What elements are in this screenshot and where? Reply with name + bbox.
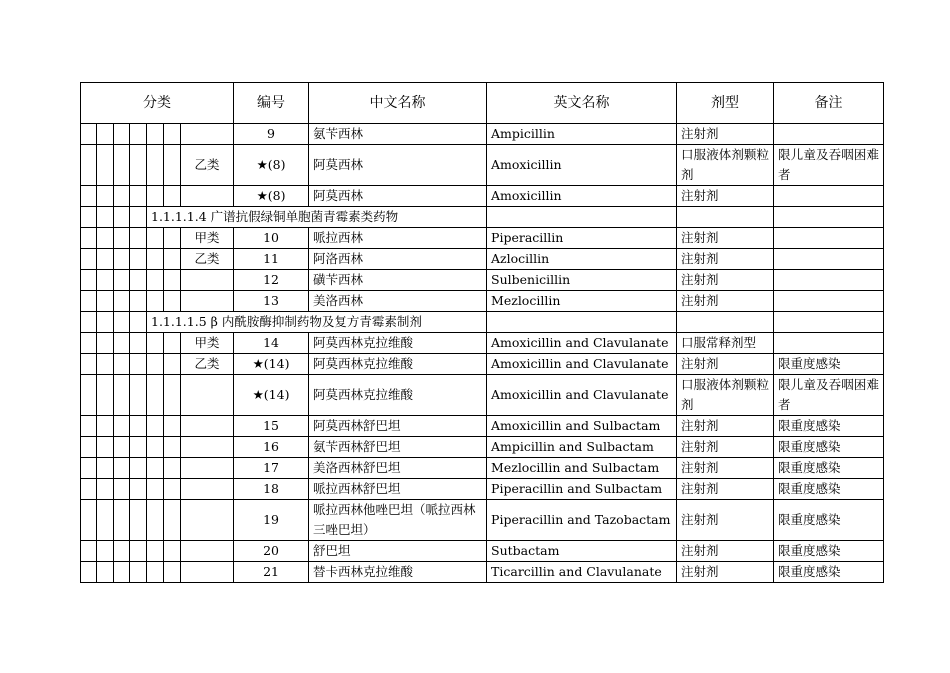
number-cell: ★(14) [234,375,309,416]
chinese-name-cell: 氨苄西林舒巴坦 [309,437,487,458]
remarks-cell: 限重度感染 [774,458,884,479]
chinese-name-cell: 阿莫西林 [309,186,487,207]
table-row [81,228,884,249]
english-name-cell: Ampicillin and Sulbactam [487,437,677,458]
number-cell: 14 [234,333,309,354]
table-row [81,375,884,416]
remarks-cell: 限重度感染 [774,479,884,500]
class-cell: 甲类 [181,333,234,354]
english-name-cell: Amoxicillin and Clavulanate [487,333,677,354]
english-name-cell: Ticarcillin and Clavulanate [487,562,677,583]
section-heading: 1.1.1.1.4 广谱抗假绿铜单胞菌青霉素类药物 [147,207,487,228]
number-cell: ★(8) [234,145,309,186]
chinese-name-cell: 阿莫西林 [309,145,487,186]
english-name-cell: Mezlocillin [487,291,677,312]
table-row [81,541,884,562]
table-row [81,186,884,207]
class-cell [181,500,234,541]
chinese-name-cell: 阿洛西林 [309,249,487,270]
table-row [81,291,884,312]
dosage-form-cell: 注射剂 [677,228,774,249]
chinese-name-cell: 美洛西林舒巴坦 [309,458,487,479]
remarks-cell [774,291,884,312]
section-heading: 1.1.1.1.5 β 内酰胺酶抑制药物及复方青霉素制剂 [147,312,487,333]
remarks-cell: 限儿童及吞咽困难者 [774,145,884,186]
class-cell: 甲类 [181,228,234,249]
number-cell: 20 [234,541,309,562]
chinese-name-cell: 阿莫西林舒巴坦 [309,416,487,437]
chinese-name-cell: 替卡西林克拉维酸 [309,562,487,583]
class-cell [181,291,234,312]
remarks-cell [774,249,884,270]
english-name-cell: Sutbactam [487,541,677,562]
dosage-form-cell: 注射剂 [677,541,774,562]
number-cell: 19 [234,500,309,541]
chinese-name-cell: 哌拉西林他唑巴坦（哌拉西林三唑巴坦） [309,500,487,541]
number-cell: ★(14) [234,354,309,375]
english-name-cell: Piperacillin and Sulbactam [487,479,677,500]
header-remarks: 备注 [774,83,884,124]
dosage-form-cell: 注射剂 [677,291,774,312]
number-cell: 9 [234,124,309,145]
number-cell: 21 [234,562,309,583]
remarks-cell [774,228,884,249]
remarks-cell: 限重度感染 [774,437,884,458]
number-cell: 13 [234,291,309,312]
class-cell [181,416,234,437]
table-row [81,124,884,145]
remarks-cell [774,270,884,291]
english-name-cell: Amoxicillin [487,145,677,186]
section-row [81,207,884,228]
chinese-name-cell: 美洛西林 [309,291,487,312]
class-cell [181,124,234,145]
table-row [81,562,884,583]
number-cell: 17 [234,458,309,479]
class-cell [181,270,234,291]
chinese-name-cell: 阿莫西林克拉维酸 [309,333,487,354]
header-dosage-form: 剂型 [677,83,774,124]
remarks-cell: 限重度感染 [774,500,884,541]
section-row [81,312,884,333]
dosage-form-cell: 注射剂 [677,562,774,583]
english-name-cell: Sulbenicillin [487,270,677,291]
chinese-name-cell: 阿莫西林克拉维酸 [309,375,487,416]
dosage-form-cell: 注射剂 [677,354,774,375]
class-cell: 乙类 [181,354,234,375]
class-cell [181,458,234,479]
chinese-name-cell: 哌拉西林 [309,228,487,249]
number-cell: 15 [234,416,309,437]
dosage-form-cell: 口服常释剂型 [677,333,774,354]
class-cell [181,541,234,562]
english-name-cell: Mezlocillin and Sulbactam [487,458,677,479]
remarks-cell: 限重度感染 [774,354,884,375]
remarks-cell [774,186,884,207]
chinese-name-cell: 舒巴坦 [309,541,487,562]
remarks-cell: 限重度感染 [774,416,884,437]
table-row [81,354,884,375]
chinese-name-cell: 哌拉西林舒巴坦 [309,479,487,500]
english-name-cell: Amoxicillin and Sulbactam [487,416,677,437]
dosage-form-cell: 注射剂 [677,416,774,437]
english-name-cell: Amoxicillin [487,186,677,207]
english-name-cell: Ampicillin [487,124,677,145]
chinese-name-cell: 氨苄西林 [309,124,487,145]
english-name-cell: Piperacillin [487,228,677,249]
class-cell [181,562,234,583]
remarks-cell [774,124,884,145]
english-name-cell: Piperacillin and Tazobactam [487,500,677,541]
table-row [81,479,884,500]
class-cell [181,375,234,416]
number-cell: ★(8) [234,186,309,207]
remarks-cell: 限重度感染 [774,562,884,583]
table-row [81,437,884,458]
english-name-cell: Amoxicillin and Clavulanate [487,354,677,375]
header-chinese-name: 中文名称 [309,83,487,124]
dosage-form-cell: 注射剂 [677,500,774,541]
class-cell [181,186,234,207]
table-row [81,333,884,354]
dosage-form-cell: 注射剂 [677,270,774,291]
english-name-cell: Amoxicillin and Clavulanate [487,375,677,416]
class-cell: 乙类 [181,249,234,270]
table-row [81,416,884,437]
table-row [81,270,884,291]
dosage-form-cell: 口服液体剂颗粒剂 [677,145,774,186]
header-row [81,83,884,124]
dosage-form-cell: 注射剂 [677,186,774,207]
number-cell: 12 [234,270,309,291]
dosage-form-cell: 注射剂 [677,458,774,479]
number-cell: 18 [234,479,309,500]
remarks-cell: 限重度感染 [774,541,884,562]
table-row [81,249,884,270]
table-row [81,500,884,541]
table-row [81,145,884,186]
chinese-name-cell: 阿莫西林克拉维酸 [309,354,487,375]
class-cell: 乙类 [181,145,234,186]
dosage-form-cell: 注射剂 [677,437,774,458]
class-cell [181,437,234,458]
number-cell: 11 [234,249,309,270]
english-name-cell: Azlocillin [487,249,677,270]
class-cell [181,479,234,500]
chinese-name-cell: 磺苄西林 [309,270,487,291]
dosage-form-cell: 口服液体剂颗粒剂 [677,375,774,416]
dosage-form-cell: 注射剂 [677,249,774,270]
table-row [81,458,884,479]
header-category: 分类 [81,83,234,124]
number-cell: 16 [234,437,309,458]
dosage-form-cell: 注射剂 [677,479,774,500]
remarks-cell: 限儿童及吞咽困难者 [774,375,884,416]
number-cell: 10 [234,228,309,249]
drug-catalog-table [80,82,884,583]
header-number: 编号 [234,83,309,124]
dosage-form-cell: 注射剂 [677,124,774,145]
header-english-name: 英文名称 [487,83,677,124]
remarks-cell [774,333,884,354]
